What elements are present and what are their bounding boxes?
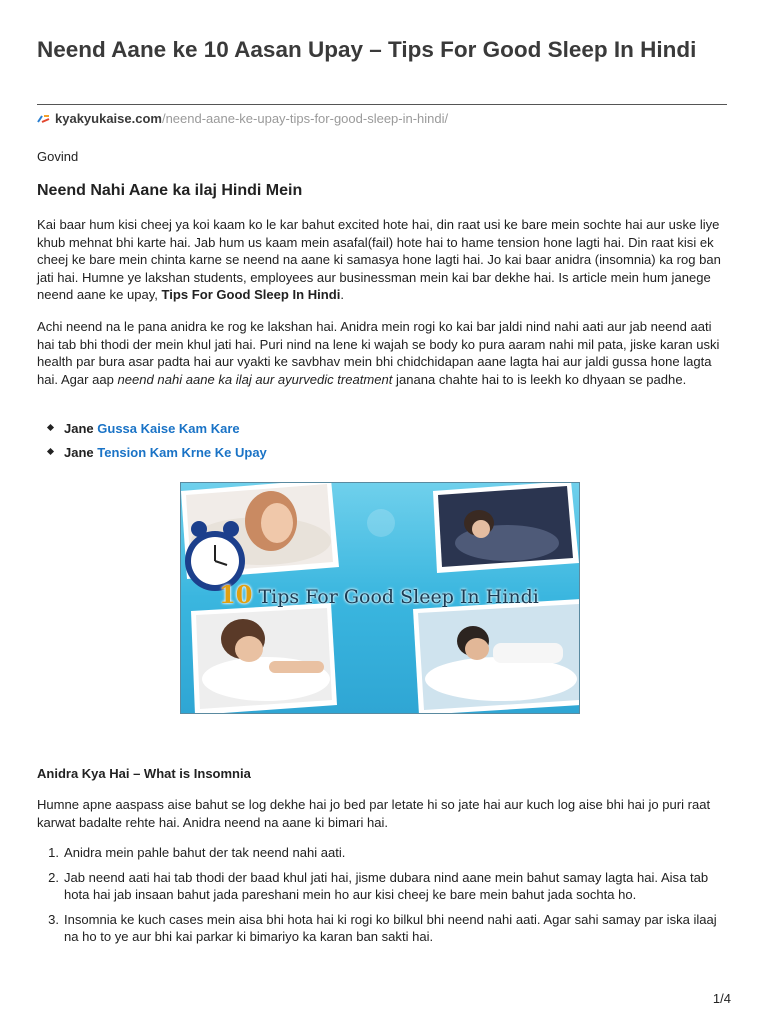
intro-bold-text: Tips For Good Sleep In Hindi xyxy=(161,287,341,302)
source-url[interactable] xyxy=(37,110,448,127)
second-text: Achi neend na le pana anidra ke rog ke lakshan hai. Anidra mein rogi ko kai bar jaldi nind nahi aati aur jab neend aati hai tab bhi thodi der mein khul jati hai. Puri nind na lene ki wajah se body ko pura aaram nahi mil pata, jiske karan uski health par bura asar padta hai aur vyakti ke savbhav mein bhi chidchidapan aane lagta hai aur jaldi gussa hone lagta hai. Agar aap xyxy=(37,319,720,387)
image-caption-number: 10 xyxy=(219,580,253,609)
list-item-number: 1. xyxy=(48,845,59,860)
title-divider xyxy=(37,104,727,105)
photo-woman-in-bed xyxy=(433,483,579,573)
subsection-heading: Anidra Kya Hai – What is Insomnia xyxy=(37,766,251,781)
image-caption xyxy=(219,580,539,609)
related-link-item xyxy=(48,444,267,468)
second-end: janana chahte hai to is leekh ko dhyaan se padhe. xyxy=(392,371,687,387)
intro-text: Kai baar hum kisi cheej ya koi kaam ko le kar bahut excited hote hai, din raat usi ke bare mein sochte hai aur uske liye khub mehnat bhi karte hai. Jab hum us kaam mein asafal(fail) hote hai to hame tension hone lagti hai. Din raat kisi ek cheej ke bare mein chinta karne se neend na aane ki samasya hone lagti hai. Jo kai baar anidra (insomnia) ka rog ban jati hai. Humne ye lakshan students, employees aur businessman mein kai bar dekhe hai. Is article mein hum janege neend aane ke upay, xyxy=(37,217,721,302)
list-item-text: Anidra mein pahle bahut der tak neend nahi aati. xyxy=(64,845,346,860)
section-heading: Neend Nahi Aane ka ilaj Hindi Mein xyxy=(37,182,303,199)
list-item xyxy=(37,911,727,946)
source-path: /neend-aane-ke-upay-tips-for-good-sleep-in-hindi/ xyxy=(161,111,449,126)
intro-end: . xyxy=(340,287,344,302)
photo-woman-sleeping xyxy=(191,603,337,714)
list-item-text: Insomnia ke kuch cases mein aisa bhi hota hai ki rogi ko bilkul bhi neend nahi aati. Agar sahi samay par iska ilaaj na ho to ye aur bhi kai parkar ki bimariyo ka karan ban sakti hai. xyxy=(64,911,717,944)
related-link-item xyxy=(48,420,267,444)
intro-paragraph xyxy=(37,216,729,304)
list-item xyxy=(37,844,727,862)
link-gussa-kaise-kam-kare[interactable]: Gussa Kaise Kam Kare xyxy=(97,421,240,436)
second-italic-text: neend nahi aane ka ilaj aur ayurvedic treatment xyxy=(117,371,393,387)
link-tension-kam-krne-ke-upay[interactable]: Tension Kam Krne Ke Upay xyxy=(97,445,267,460)
list-item xyxy=(37,869,727,904)
related-links xyxy=(48,420,267,468)
symptom-list xyxy=(37,844,727,953)
second-paragraph xyxy=(37,318,729,388)
insomnia-paragraph: Humne apne aaspass aise bahut se log dekhe hai jo bed par letate hi so jate hai aur kuch log aise bhi hai jo puri raat karwat badalte rehte hai. Anidra neend na aane ki bimari hai. xyxy=(37,797,711,830)
author-name: Govind xyxy=(37,149,79,164)
page-number: 1/4 xyxy=(712,991,731,1006)
image-caption-text: Tips For Good Sleep In Hindi xyxy=(258,586,539,608)
article-title: Neend Aane ke 10 Aasan Upay – Tips For Good Sleep In Hindi xyxy=(37,37,697,62)
link-prefix: Jane xyxy=(64,421,94,436)
list-item-text: Jab neend aati hai tab thodi der baad khul jati hai, jisme dubara nind aane mein bahut samay lagta hai. Aisa tab hota hai jab insaan bahut jada pareshani mein ho aur kisi cheej ke bare mein bahut jada sochta ho. xyxy=(64,869,709,902)
site-logo-icon xyxy=(37,114,51,124)
list-item-number: 3. xyxy=(48,911,59,927)
bullet-icon xyxy=(47,448,54,455)
bullet-icon xyxy=(47,424,54,431)
source-domain: kyakyukaise.com xyxy=(55,111,162,126)
article-featured-image xyxy=(180,482,580,714)
link-prefix: Jane xyxy=(64,445,94,460)
photo-man-sleeping xyxy=(413,599,580,714)
list-item-number: 2. xyxy=(48,869,59,885)
